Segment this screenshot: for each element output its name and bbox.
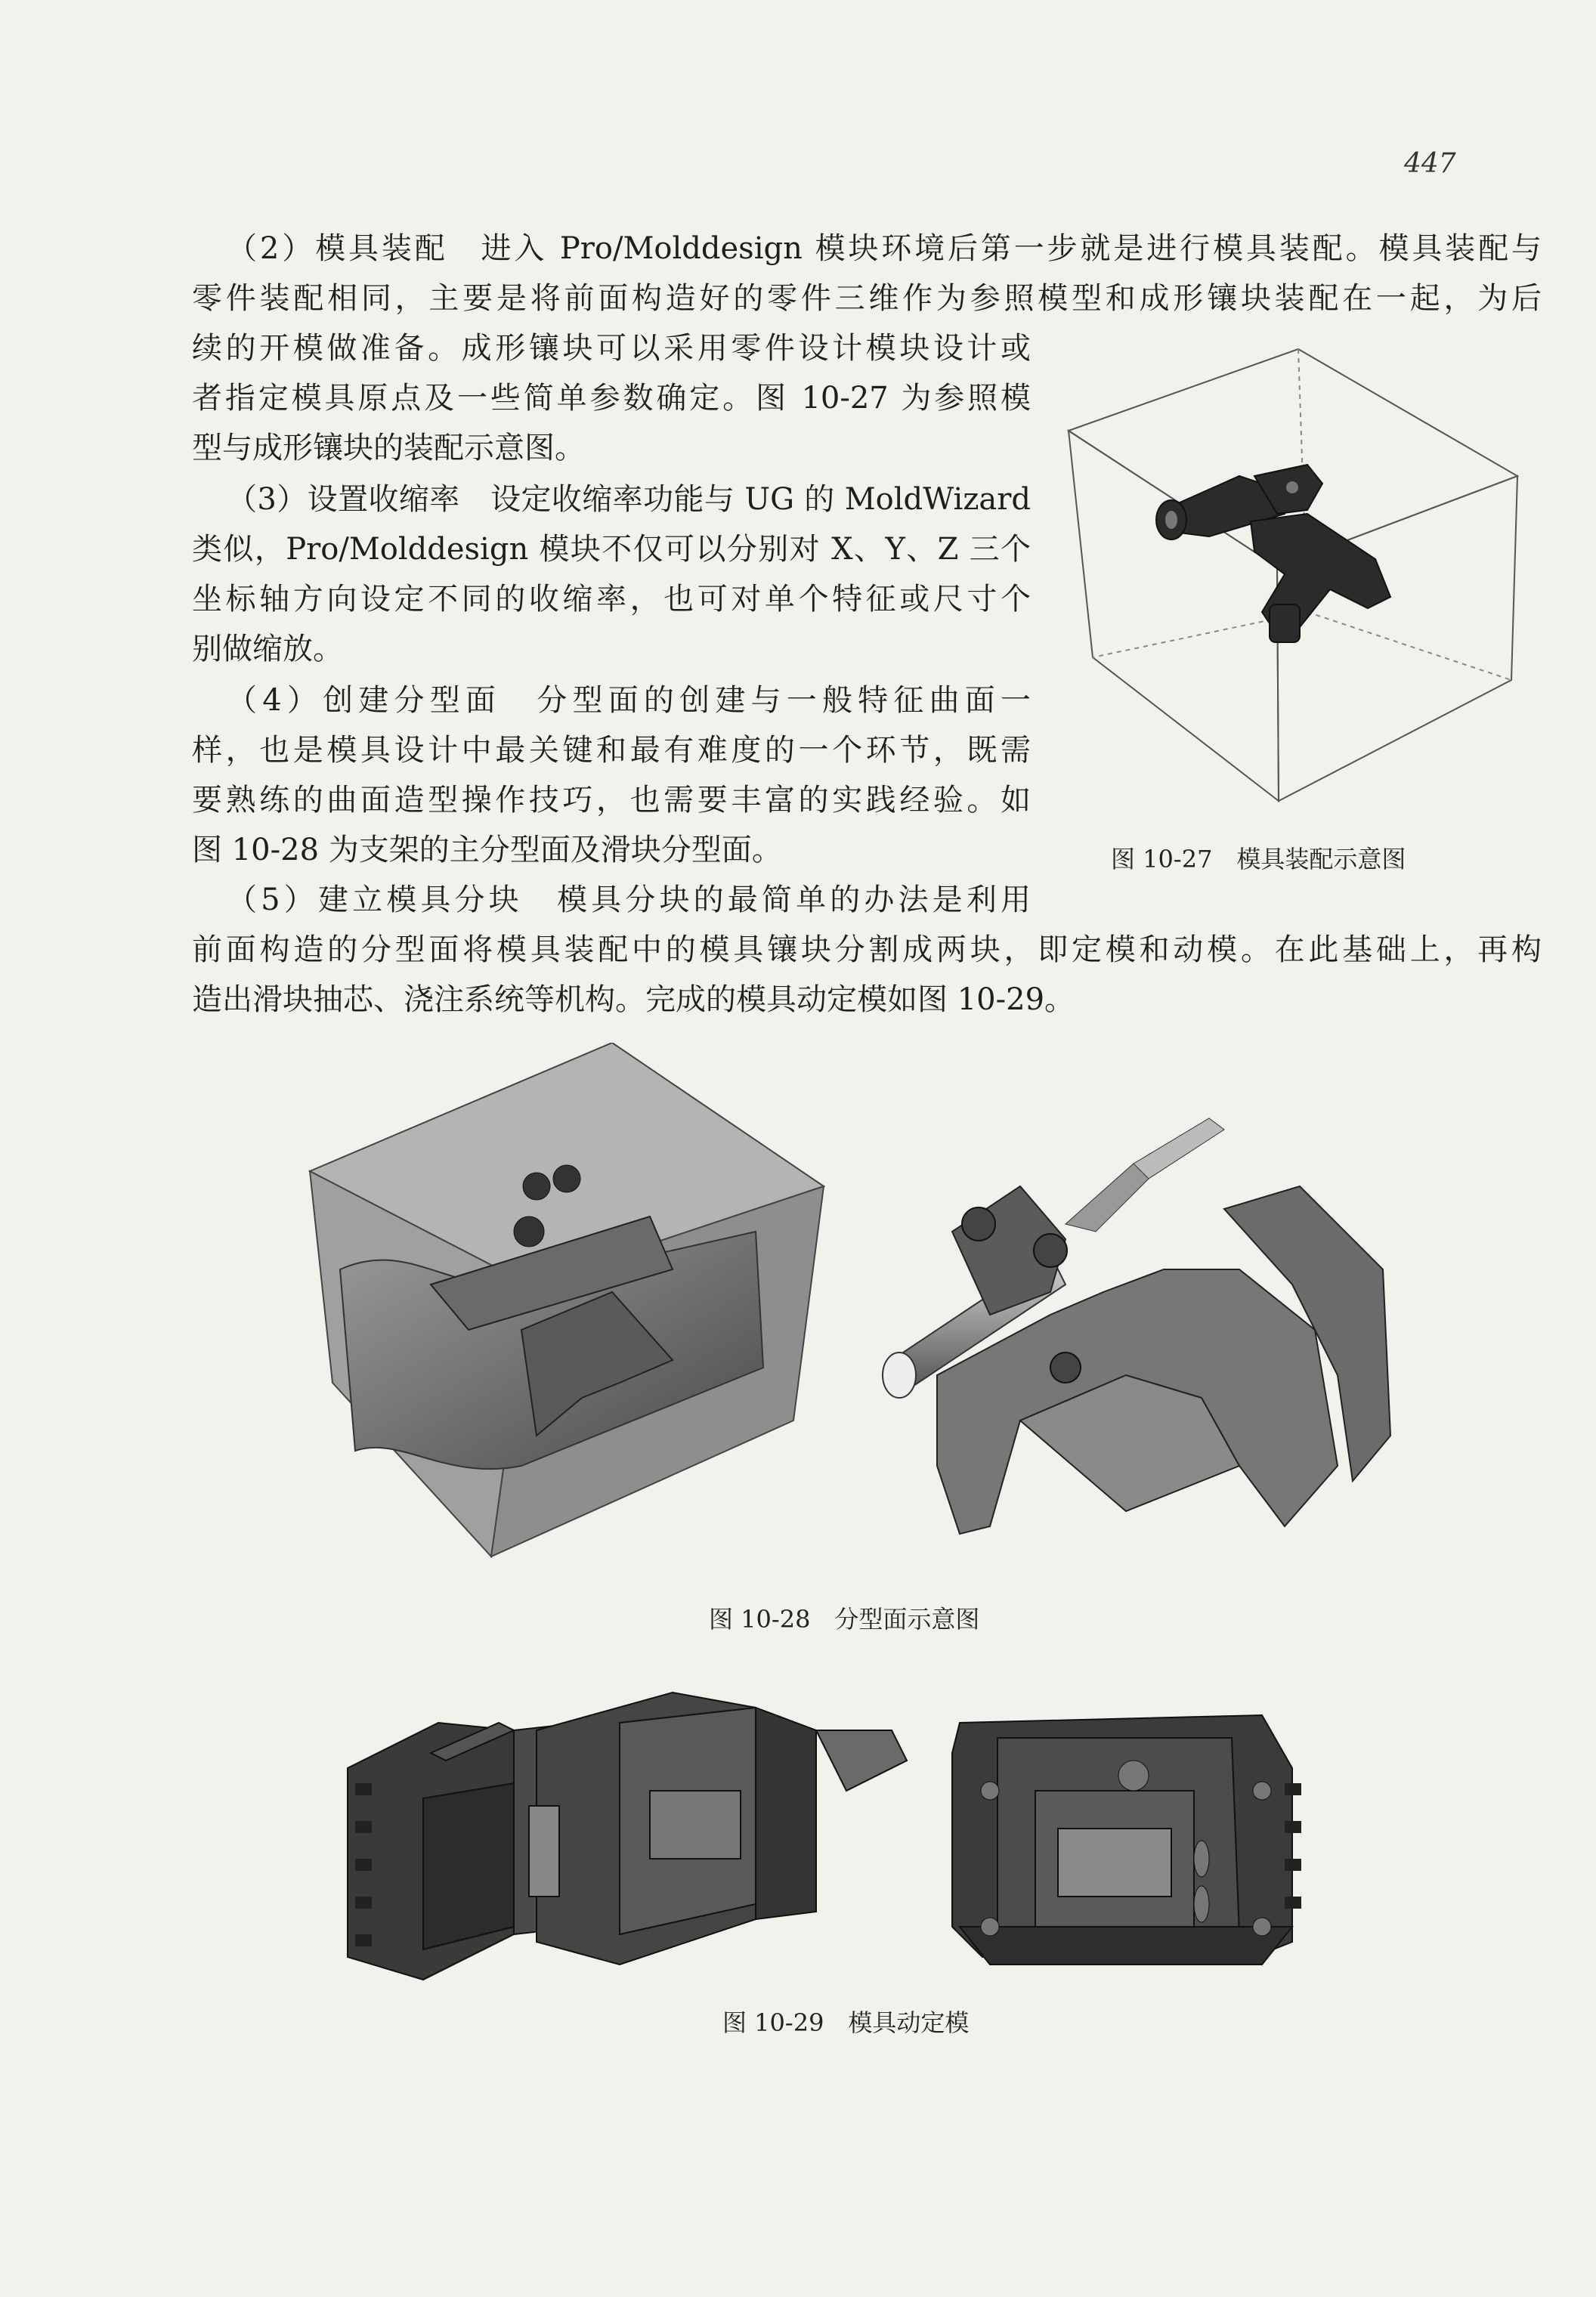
- paragraph-line: 图 10-28 为支架的主分型面及滑块分型面。: [192, 833, 782, 867]
- paragraph-line: 造出滑块抽芯、浇注系统等机构。完成的模具动定模如图 10-29。: [192, 982, 1075, 1017]
- figure-10-27: [1058, 332, 1542, 824]
- figure-caption: 图 10-28 分型面示意图: [709, 1605, 980, 1634]
- paragraph-line: 前面构造的分型面将模具装配中的模具镶块分割成两块，即定模和动模。在此基础上，再构: [192, 932, 1542, 967]
- paragraph-line: （3）设置收缩率 设定收缩率功能与 UG 的 MoldWizard: [227, 482, 1031, 517]
- paragraph-line: 型与成形镶块的装配示意图。: [192, 431, 585, 465]
- figure-10-28: [295, 1043, 1428, 1587]
- figure-caption: 图 10-29 模具动定模: [722, 2008, 970, 2037]
- paragraph-line: 续的开模做准备。成形镶块可以采用零件设计模块设计或: [192, 331, 1031, 366]
- mold-core-cavity-image: [332, 1677, 1406, 1987]
- figure-10-29: [332, 1677, 1406, 1987]
- paragraph-line: 坐标轴方向设定不同的收缩率，也可对单个特征或尺寸个: [192, 582, 1031, 617]
- page-number: 447: [1404, 148, 1456, 179]
- figure-caption: 图 10-27 模具装配示意图: [1111, 845, 1406, 873]
- paragraph-line: 别做缩放。: [192, 632, 343, 666]
- paragraph-line: （4）创建分型面 分型面的创建与一般特征曲面一: [227, 683, 1031, 718]
- paragraph-line: 样，也是模具设计中最关键和最有难度的一个环节，既需: [192, 733, 1031, 768]
- paragraph-line: 者指定模具原点及一些简单参数确定。图 10-27 为参照模: [192, 381, 1031, 416]
- paragraph-line: 零件装配相同，主要是将前面构造好的零件三维作为参照模型和成形镶块装配在一起，为后: [192, 281, 1542, 316]
- paragraph-line: （5）建立模具分块 模具分块的最简单的办法是利用: [227, 883, 1031, 917]
- mold-assembly-wireframe-image: [1058, 332, 1542, 824]
- parting-surface-image: [295, 1043, 1428, 1587]
- paragraph-line: （2）模具装配 进入 Pro/Molddesign 模块环境后第一步就是进行模具装配。模具装配与: [227, 231, 1542, 266]
- paragraph-line: 类似，Pro/Molddesign 模块不仅可以分别对 X、Y、Z 三个: [192, 532, 1031, 567]
- paragraph-line: 要熟练的曲面造型操作技巧，也需要丰富的实践经验。如: [192, 783, 1031, 818]
